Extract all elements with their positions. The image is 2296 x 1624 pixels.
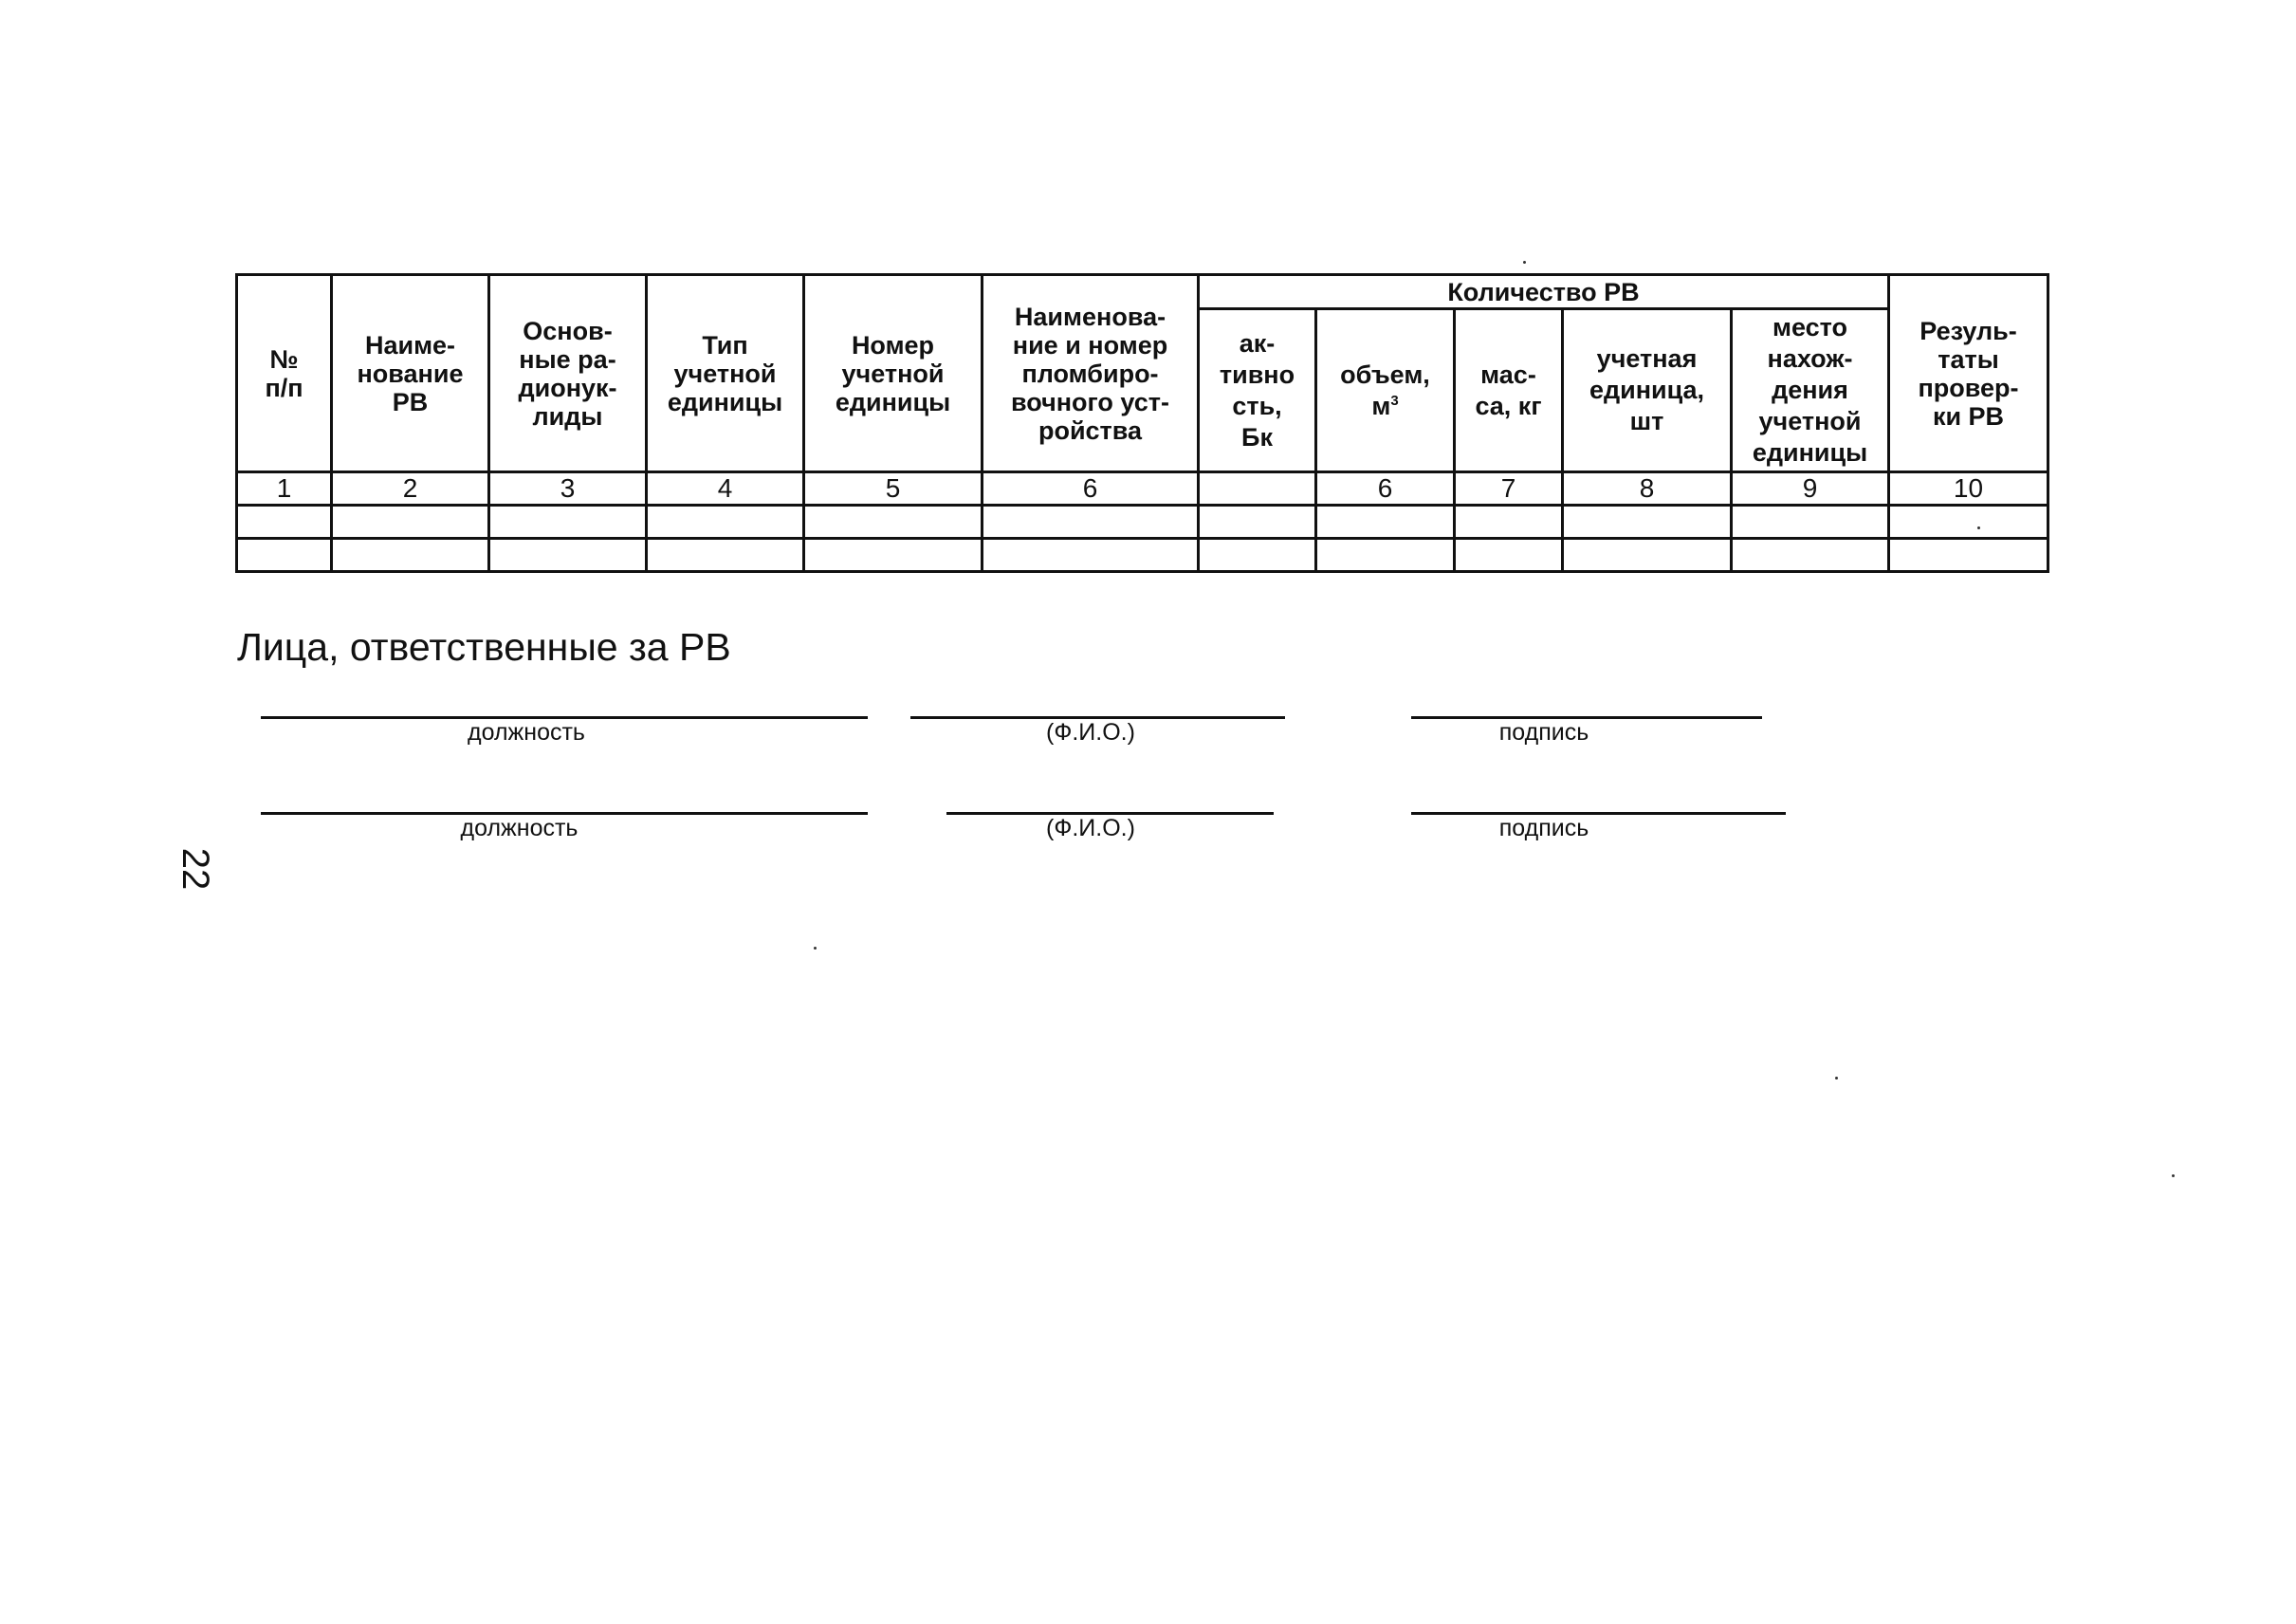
empty-cell (1889, 539, 2048, 572)
empty-cell (1889, 506, 2048, 539)
empty-cell (983, 539, 1199, 572)
empty-cell (237, 506, 332, 539)
fio-caption: (Ф.И.О.) (1046, 719, 1135, 746)
empty-cell (332, 539, 489, 572)
empty-cell (804, 506, 983, 539)
column-number-cell: 9 (1732, 472, 1889, 506)
column-number-cell: 7 (1455, 472, 1563, 506)
position-caption: должность (468, 719, 585, 746)
scan-speck (1835, 1077, 1838, 1080)
header-rv-name: Наиме- нование РВ (332, 275, 489, 472)
table-row (237, 539, 2048, 572)
empty-cell (647, 539, 804, 572)
empty-cell (804, 539, 983, 572)
table-header-row (237, 275, 2048, 309)
signature-caption: подпись (1498, 815, 1589, 841)
column-number-cell: 4 (647, 472, 804, 506)
column-number-cell: 6 (983, 472, 1199, 506)
empty-cell (983, 506, 1199, 539)
page-number: 22 (174, 847, 216, 891)
scan-speck (1977, 526, 1980, 529)
responsible-persons-title: Лица, ответственные за РВ (237, 625, 731, 669)
column-number-cell: 6 (1316, 472, 1455, 506)
empty-cell (1455, 506, 1563, 539)
column-number-cell: 5 (804, 472, 983, 506)
signature-caption: подпись (1498, 719, 1589, 746)
column-number-cell (1199, 472, 1316, 506)
column-number-cell: 3 (489, 472, 647, 506)
empty-cell (1199, 506, 1316, 539)
empty-cell (1199, 539, 1316, 572)
fio-caption: (Ф.И.О.) (1046, 815, 1135, 841)
header-check-results: Резуль- таты провер- ки РВ (1889, 275, 2048, 472)
empty-cell (1732, 539, 1889, 572)
header-activity: ак- тивно сть, Бк (1199, 309, 1316, 472)
header-accounting-unit: учетная единица, шт (1563, 309, 1732, 472)
header-unit-location: место нахож- дения учетной единицы (1732, 309, 1889, 472)
empty-cell (1316, 506, 1455, 539)
header-mass: мас- са, кг (1455, 309, 1563, 472)
header-seal-device: Наименова- ние и номер пломбиро- вочного уст- ройства (983, 275, 1199, 472)
header-unit-type: Тип учетной единицы (647, 275, 804, 472)
column-number-cell: 10 (1889, 472, 2048, 506)
empty-cell (1455, 539, 1563, 572)
empty-cell (489, 539, 647, 572)
position-caption: должность (460, 815, 579, 841)
header-volume-exponent: 3 (1390, 392, 1399, 409)
header-number: № п/п (237, 275, 332, 472)
column-number-row (237, 472, 2048, 506)
empty-cell (332, 506, 489, 539)
scan-speck (2172, 1174, 2175, 1177)
radioactive-substances-register-table (235, 273, 2049, 573)
empty-cell (1316, 539, 1455, 572)
empty-cell (1732, 506, 1889, 539)
header-volume (1316, 309, 1455, 472)
empty-cell (647, 506, 804, 539)
scan-speck (814, 947, 817, 950)
scan-speck (1523, 261, 1526, 264)
empty-cell (237, 539, 332, 572)
header-radionuclides: Основ- ные ра- дионук- лиды (489, 275, 647, 472)
empty-cell (1563, 506, 1732, 539)
header-quantity-group: Количество РВ (1199, 275, 1889, 309)
column-number-cell: 1 (237, 472, 332, 506)
column-number-cell: 8 (1563, 472, 1732, 506)
header-unit-number: Номер учетной единицы (804, 275, 983, 472)
column-number-cell: 2 (332, 472, 489, 506)
table-row (237, 506, 2048, 539)
empty-cell (1563, 539, 1732, 572)
empty-cell (489, 506, 647, 539)
header-volume-label: объем, м (1340, 360, 1430, 420)
